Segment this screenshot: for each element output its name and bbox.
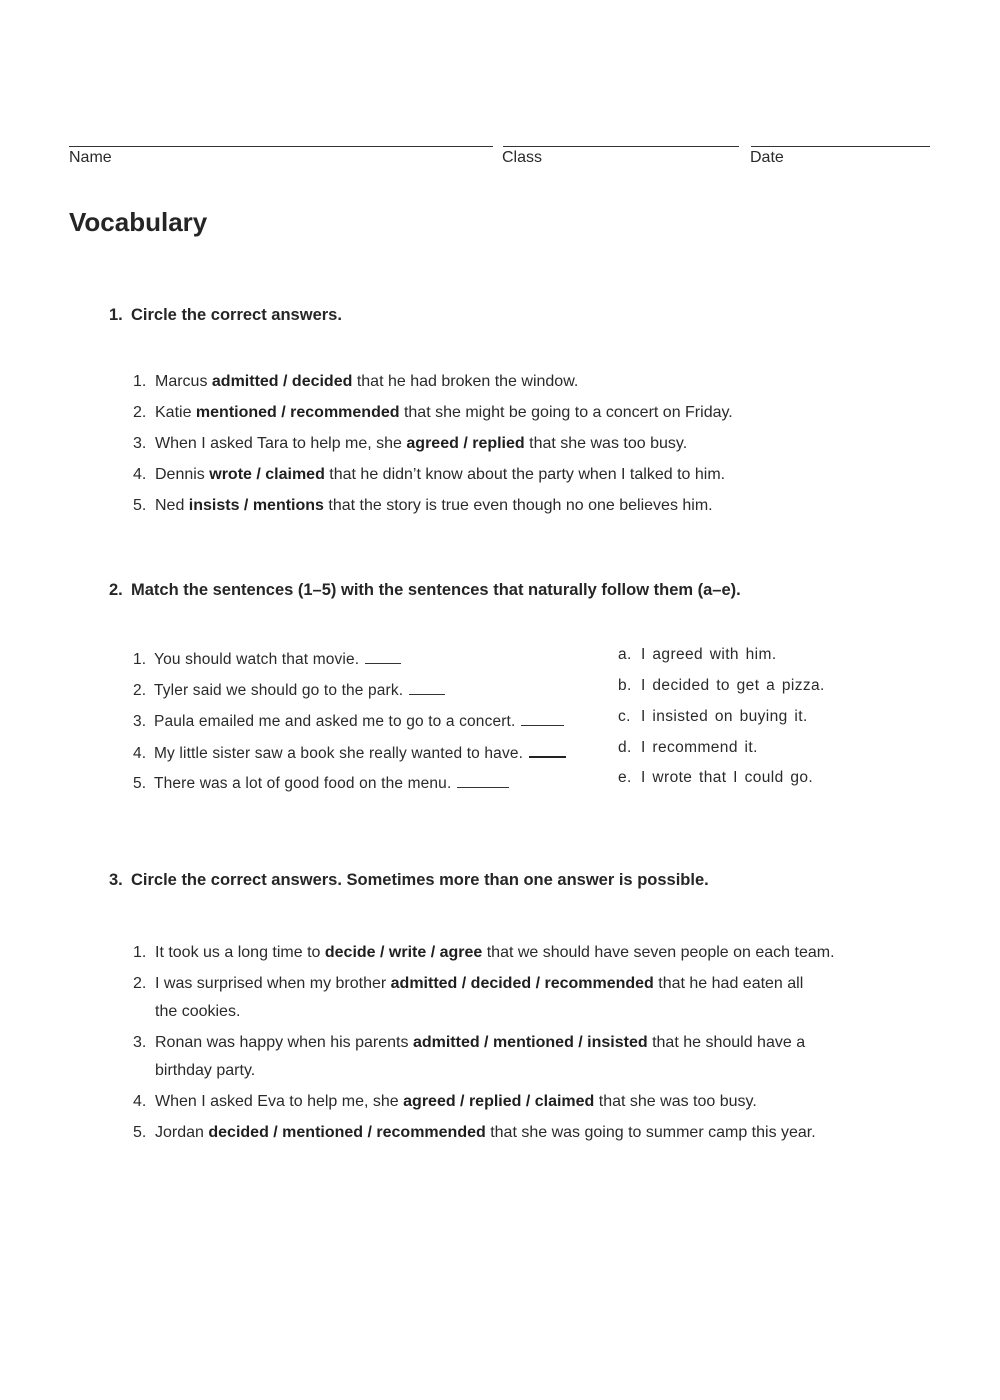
exercise-instruction: Circle the correct answers. <box>131 306 342 324</box>
option-text: I agreed with him. <box>641 646 777 663</box>
answer-blank[interactable] <box>529 742 566 758</box>
class-underline[interactable] <box>503 146 739 147</box>
option-text: I decided to get a pizza. <box>641 677 825 694</box>
item-text: that she was going to summer camp this year. <box>485 1124 816 1141</box>
list-item <box>133 1033 805 1053</box>
answer-options[interactable]: admitted / decided <box>211 373 353 390</box>
sentence-text: My little sister saw a book she really wanted to have. <box>154 745 524 762</box>
list-item <box>133 1123 816 1143</box>
follow-up-option <box>618 645 777 665</box>
item-number: 3. <box>133 713 147 730</box>
match-sentence <box>133 711 564 732</box>
match-sentence <box>133 742 566 764</box>
answer-options[interactable]: agreed / replied <box>406 435 525 452</box>
exercise-number: 1. <box>109 306 123 324</box>
answer-options[interactable]: decided / mentioned / recommended <box>208 1124 486 1141</box>
item-text: that he should have a <box>647 1034 806 1051</box>
option-text: I wrote that I could go. <box>641 769 814 786</box>
option-letter: c. <box>618 708 631 725</box>
item-text: Marcus <box>155 373 212 390</box>
item-number: 5. <box>133 497 147 514</box>
list-item <box>133 943 835 963</box>
answer-blank[interactable] <box>521 711 564 726</box>
item-text: It took us a long time to <box>155 944 325 961</box>
option-text: I recommend it. <box>641 739 758 756</box>
list-item <box>133 434 687 454</box>
follow-up-option <box>618 676 825 696</box>
answer-options[interactable]: decide / write / agree <box>324 944 483 961</box>
answer-options[interactable]: admitted / mentioned / insisted <box>412 1034 648 1051</box>
item-text: Ned <box>155 497 189 514</box>
exercise-1-heading <box>109 306 342 325</box>
exercise-instruction: Circle the correct answers. Sometimes more than one answer is possible. <box>131 871 709 889</box>
item-number: 5. <box>133 775 147 792</box>
list-item <box>133 372 578 392</box>
item-number: 1. <box>133 373 147 390</box>
item-text: Dennis <box>155 466 210 483</box>
answer-blank[interactable] <box>457 773 509 788</box>
option-letter: e. <box>618 769 632 786</box>
name-underline[interactable] <box>69 146 493 147</box>
item-text: that the story is true even though no one believes him. <box>323 497 713 514</box>
item-text: that she was too busy. <box>524 435 688 452</box>
item-number: 1. <box>133 651 147 668</box>
item-text: Jordan <box>155 1124 209 1141</box>
answer-options[interactable]: mentioned / recommended <box>195 404 400 421</box>
item-text: When I asked Eva to help me, she <box>155 1093 404 1110</box>
answer-blank[interactable] <box>409 680 445 695</box>
item-text: When I asked Tara to help me, she <box>155 435 407 452</box>
sentence-text: Tyler said we should go to the park. <box>154 682 404 699</box>
item-continuation: birthday party. <box>155 1062 256 1079</box>
option-letter: a. <box>618 646 632 663</box>
list-item <box>133 974 803 994</box>
answer-options[interactable]: wrote / claimed <box>209 466 325 483</box>
name-label: Name <box>69 149 112 166</box>
item-number: 2. <box>133 975 147 992</box>
match-sentence <box>133 773 509 794</box>
item-number: 4. <box>133 1093 147 1110</box>
follow-up-option <box>618 768 813 788</box>
item-number: 1. <box>133 944 147 961</box>
exercise-2-heading <box>109 581 741 600</box>
option-letter: b. <box>618 677 632 694</box>
item-text: that she was too busy. <box>594 1093 757 1110</box>
page-title: Vocabulary <box>69 207 208 237</box>
date-underline[interactable] <box>751 146 930 147</box>
item-text: that we should have seven people on each team. <box>482 944 835 961</box>
item-text: that she might be going to a concert on Friday. <box>399 404 733 421</box>
item-text: I was surprised when my brother <box>155 975 391 992</box>
follow-up-option <box>618 738 758 758</box>
item-text: that he had broken the window. <box>352 373 579 390</box>
exercise-number: 3. <box>109 871 123 889</box>
item-number: 5. <box>133 1124 147 1141</box>
exercise-3-heading <box>109 871 709 890</box>
follow-up-option <box>618 707 808 727</box>
sentence-text: Paula emailed me and asked me to go to a concert. <box>154 713 516 730</box>
answer-options[interactable]: agreed / replied / claimed <box>403 1093 595 1110</box>
sentence-text: You should watch that movie. <box>154 651 360 668</box>
item-number: 4. <box>133 466 147 483</box>
list-item <box>133 496 713 516</box>
answer-options[interactable]: insists / mentions <box>188 497 324 514</box>
item-number: 4. <box>133 745 147 762</box>
match-sentence <box>133 680 445 701</box>
item-text: that he didn’t know about the party when I talked to him. <box>324 466 726 483</box>
item-number: 3. <box>133 435 147 452</box>
item-number: 3. <box>133 1034 147 1051</box>
exercise-number: 2. <box>109 581 123 599</box>
date-label: Date <box>750 149 784 166</box>
item-number: 2. <box>133 404 147 421</box>
item-text: Katie <box>155 404 196 421</box>
exercise-instruction: Match the sentences (1–5) with the sentences that naturally follow them (a–e). <box>131 581 741 599</box>
sentence-text: There was a lot of good food on the menu. <box>154 775 452 792</box>
class-label: Class <box>502 149 543 166</box>
item-number: 2. <box>133 682 147 699</box>
item-continuation: the cookies. <box>155 1003 241 1020</box>
list-item <box>133 465 725 485</box>
item-text: Ronan was happy when his parents <box>155 1034 413 1051</box>
item-text: that he had eaten all <box>653 975 804 992</box>
option-letter: d. <box>618 739 632 756</box>
answer-blank[interactable] <box>365 649 401 664</box>
answer-options[interactable]: admitted / decided / recommended <box>390 975 654 992</box>
list-item <box>133 403 733 423</box>
option-text: I insisted on buying it. <box>641 708 808 725</box>
list-item <box>133 1092 757 1112</box>
match-sentence <box>133 649 401 670</box>
